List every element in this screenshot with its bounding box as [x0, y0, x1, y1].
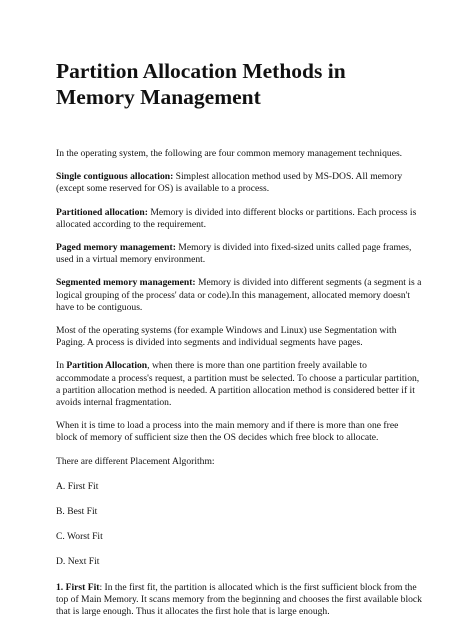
algorithm-item: C. Worst Fit: [56, 531, 103, 543]
technique-single-contiguous: [56, 171, 422, 195]
partition-allocation-paragraph: [56, 360, 422, 409]
algorithm-item: A. First Fit: [56, 480, 99, 492]
paragraph-prefix: In: [56, 360, 67, 372]
technique-term: Segmented memory management:: [56, 277, 196, 289]
technique-text: Simplest allocation method used by MS-DOS. All memory (except some reserved for OS) is available to a process.: [56, 171, 403, 195]
technique-text: Memory is divided into different segments (a segment is a logical grouping of the process' data or code).In this management, allocated memory doesn't have to be contiguous.: [56, 277, 422, 313]
first-fit-text: : In the first fit, the partition is allocated which is the first sufficient block from the top of Main Memory. It scans memory from the beginning and chooses the first available block that is large enough. Thus it allocates the first hole that is large enough.: [56, 581, 422, 618]
technique-term: Paged memory management:: [56, 242, 176, 254]
partition-allocation-term: Partition Allocation: [66, 360, 148, 372]
algorithm-item: D. Next Fit: [56, 556, 100, 568]
algorithm-item: B. Best Fit: [56, 506, 98, 518]
technique-text: Memory is divided into fixed-sized units called page frames, used in a virtual memory environment.: [56, 242, 412, 266]
paragraph-text: , when there is more than one partition freely available to accommodate a process's request, a partition must be selected. To choose a particular partition, a partition allocation method is needed. A partition allocation method is considered better if it avoids internal fragmentation.: [56, 360, 420, 409]
first-fit-term: 1. First Fit: [56, 581, 100, 593]
load-process-paragraph: When it is time to load a process into the main memory and if there is more than one free block of memory of sufficient size then the OS decides which free block to allocate.: [56, 420, 399, 444]
algorithms-intro: There are different Placement Algorithm:: [56, 455, 215, 467]
intro-paragraph: In the operating system, the following are four common memory management techniques.: [56, 148, 403, 159]
technique-term: Single contiguous allocation:: [56, 171, 174, 183]
segmentation-note: Most of the operating systems (for example Windows and Linux) use Segmentation with Paging. A process is divided into segments and individual segments have pages.: [56, 325, 397, 349]
page-title: Partition Allocation Methods in Memory Management: [56, 59, 346, 109]
technique-text: Memory is divided into different blocks or partitions. Each process is allocated according to the requirement.: [56, 206, 417, 230]
technique-paged: [56, 242, 422, 266]
technique-term: Partitioned allocation:: [56, 206, 148, 218]
technique-partitioned: [56, 207, 422, 231]
technique-segmented: [56, 277, 422, 314]
first-fit-paragraph: [56, 582, 422, 619]
